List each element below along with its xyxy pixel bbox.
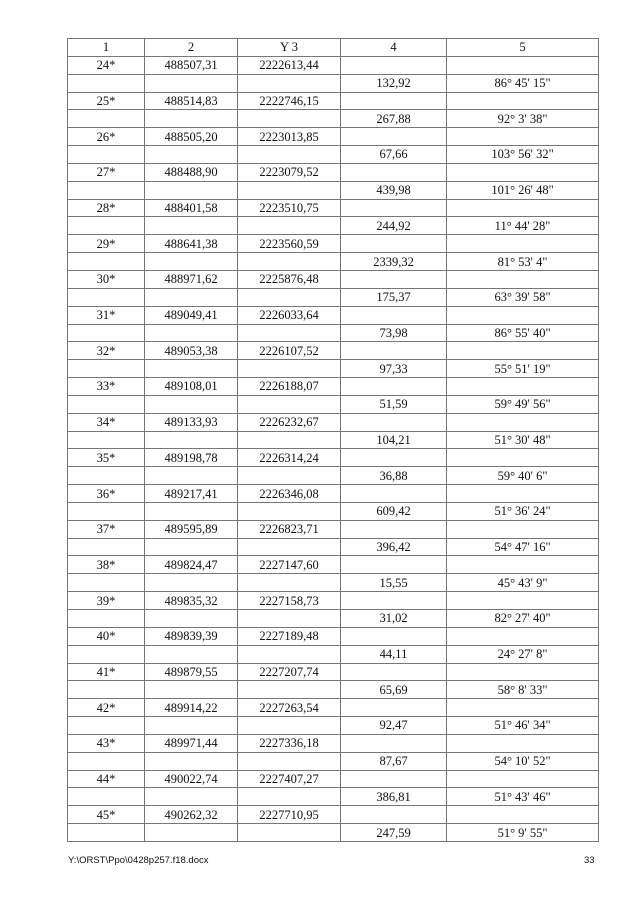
bearing-cell (447, 734, 599, 752)
y-coordinate-cell: 2226346,08 (238, 485, 341, 503)
x-coordinate-cell: 488507,31 (145, 56, 238, 74)
bearing-cell (447, 520, 599, 538)
table-row (68, 74, 599, 92)
point-id-cell (68, 324, 145, 342)
point-id-cell (68, 681, 145, 699)
point-id-cell (68, 502, 145, 520)
coordinates-table (67, 38, 599, 842)
x-coordinate-cell (145, 431, 238, 449)
point-id-cell: 32* (68, 342, 145, 360)
distance-cell (341, 306, 447, 324)
y-coordinate-cell (238, 217, 341, 235)
table-row (68, 413, 599, 431)
point-id-cell: 35* (68, 449, 145, 467)
table-row (68, 574, 599, 592)
table-row (68, 199, 599, 217)
point-id-cell: 29* (68, 235, 145, 253)
distance-cell: 36,88 (341, 467, 447, 485)
point-id-cell: 33* (68, 378, 145, 396)
distance-cell (341, 485, 447, 503)
y-coordinate-cell: 2223013,85 (238, 128, 341, 146)
distance-cell: 175,37 (341, 288, 447, 306)
bearing-cell: 58° 8' 33" (447, 681, 599, 699)
table-row (68, 217, 599, 235)
distance-cell (341, 378, 447, 396)
x-coordinate-cell: 490262,32 (145, 806, 238, 824)
bearing-cell: 51° 9' 55" (447, 824, 599, 842)
bearing-cell (447, 449, 599, 467)
header-col-2: 2 (145, 39, 238, 57)
distance-cell (341, 592, 447, 610)
distance-cell (341, 627, 447, 645)
x-coordinate-cell (145, 752, 238, 770)
table-row (68, 610, 599, 628)
distance-cell: 267,88 (341, 110, 447, 128)
bearing-cell (447, 92, 599, 110)
point-id-cell (68, 574, 145, 592)
table-row (68, 253, 599, 271)
bearing-cell (447, 342, 599, 360)
x-coordinate-cell (145, 110, 238, 128)
y-coordinate-cell (238, 717, 341, 735)
table-row (68, 288, 599, 306)
y-coordinate-cell: 2226314,24 (238, 449, 341, 467)
bearing-cell (447, 235, 599, 253)
table-row (68, 270, 599, 288)
bearing-cell: 63° 39' 58" (447, 288, 599, 306)
bearing-cell (447, 56, 599, 74)
y-coordinate-cell (238, 360, 341, 378)
y-coordinate-cell (238, 645, 341, 663)
point-id-cell (68, 360, 145, 378)
distance-cell: 609,42 (341, 502, 447, 520)
y-coordinate-cell (238, 538, 341, 556)
distance-cell (341, 663, 447, 681)
y-coordinate-cell: 2225876,48 (238, 270, 341, 288)
x-coordinate-cell: 488401,58 (145, 199, 238, 217)
bearing-cell (447, 699, 599, 717)
x-coordinate-cell (145, 360, 238, 378)
header-col-4: 4 (341, 39, 447, 57)
distance-cell (341, 413, 447, 431)
bearing-cell: 51° 36' 24" (447, 502, 599, 520)
x-coordinate-cell: 489053,38 (145, 342, 238, 360)
y-coordinate-cell: 2226188,07 (238, 378, 341, 396)
bearing-cell: 51° 30' 48" (447, 431, 599, 449)
point-id-cell: 42* (68, 699, 145, 717)
x-coordinate-cell: 488514,83 (145, 92, 238, 110)
bearing-cell: 11° 44' 28" (447, 217, 599, 235)
point-id-cell: 31* (68, 306, 145, 324)
point-id-cell: 27* (68, 163, 145, 181)
point-id-cell: 34* (68, 413, 145, 431)
y-coordinate-cell: 2227263,54 (238, 699, 341, 717)
bearing-cell (447, 199, 599, 217)
y-coordinate-cell (238, 681, 341, 699)
point-id-cell: 25* (68, 92, 145, 110)
distance-cell: 97,33 (341, 360, 447, 378)
bearing-cell: 55° 51' 19" (447, 360, 599, 378)
table-row (68, 128, 599, 146)
table-row (68, 146, 599, 164)
bearing-cell: 59° 49' 56" (447, 395, 599, 413)
point-id-cell: 38* (68, 556, 145, 574)
x-coordinate-cell (145, 74, 238, 92)
x-coordinate-cell (145, 824, 238, 842)
point-id-cell (68, 717, 145, 735)
bearing-cell: 82° 27' 40" (447, 610, 599, 628)
y-coordinate-cell (238, 431, 341, 449)
point-id-cell (68, 288, 145, 306)
point-id-cell: 36* (68, 485, 145, 503)
distance-cell (341, 734, 447, 752)
distance-cell: 31,02 (341, 610, 447, 628)
footer-file-path: Y:\ORST\Ppo\0428p257.f18.docx (68, 855, 209, 866)
y-coordinate-cell (238, 324, 341, 342)
point-id-cell (68, 181, 145, 199)
x-coordinate-cell (145, 217, 238, 235)
x-coordinate-cell (145, 717, 238, 735)
point-id-cell (68, 467, 145, 485)
distance-cell (341, 520, 447, 538)
bearing-cell (447, 770, 599, 788)
y-coordinate-cell: 2222613,44 (238, 56, 341, 74)
point-id-cell (68, 146, 145, 164)
distance-cell (341, 199, 447, 217)
y-coordinate-cell: 2227710,95 (238, 806, 341, 824)
table-row (68, 627, 599, 645)
table-row (68, 717, 599, 735)
distance-cell: 132,92 (341, 74, 447, 92)
x-coordinate-cell (145, 788, 238, 806)
distance-cell: 439,98 (341, 181, 447, 199)
x-coordinate-cell: 489914,22 (145, 699, 238, 717)
bearing-cell (447, 163, 599, 181)
point-id-cell (68, 395, 145, 413)
bearing-cell (447, 806, 599, 824)
table-row (68, 181, 599, 199)
distance-cell: 51,59 (341, 395, 447, 413)
x-coordinate-cell: 489839,39 (145, 627, 238, 645)
bearing-cell: 92° 3' 38" (447, 110, 599, 128)
bearing-cell: 81° 53' 4" (447, 253, 599, 271)
bearing-cell: 24° 27' 8" (447, 645, 599, 663)
table-row (68, 360, 599, 378)
x-coordinate-cell: 489049,41 (145, 306, 238, 324)
bearing-cell: 86° 55' 40" (447, 324, 599, 342)
x-coordinate-cell: 488488,90 (145, 163, 238, 181)
table-row (68, 110, 599, 128)
table-row (68, 324, 599, 342)
distance-cell (341, 163, 447, 181)
x-coordinate-cell (145, 538, 238, 556)
x-coordinate-cell (145, 610, 238, 628)
y-coordinate-cell: 2226823,71 (238, 520, 341, 538)
x-coordinate-cell (145, 181, 238, 199)
x-coordinate-cell (145, 467, 238, 485)
point-id-cell (68, 110, 145, 128)
table-row (68, 824, 599, 842)
x-coordinate-cell: 489971,44 (145, 734, 238, 752)
y-coordinate-cell: 2227336,18 (238, 734, 341, 752)
x-coordinate-cell (145, 395, 238, 413)
y-coordinate-cell (238, 467, 341, 485)
point-id-cell: 44* (68, 770, 145, 788)
y-coordinate-cell: 2226107,52 (238, 342, 341, 360)
y-coordinate-cell: 2223079,52 (238, 163, 341, 181)
table-row (68, 485, 599, 503)
x-coordinate-cell: 489595,89 (145, 520, 238, 538)
table-row (68, 56, 599, 74)
point-id-cell (68, 752, 145, 770)
y-coordinate-cell (238, 110, 341, 128)
distance-cell: 67,66 (341, 146, 447, 164)
y-coordinate-cell (238, 253, 341, 271)
y-coordinate-cell: 2226232,67 (238, 413, 341, 431)
table-row (68, 163, 599, 181)
bearing-cell (447, 556, 599, 574)
table-row (68, 806, 599, 824)
x-coordinate-cell: 489133,93 (145, 413, 238, 431)
y-coordinate-cell (238, 752, 341, 770)
x-coordinate-cell (145, 681, 238, 699)
table-row (68, 520, 599, 538)
bearing-cell: 51° 43' 46" (447, 788, 599, 806)
y-coordinate-cell: 2227147,60 (238, 556, 341, 574)
point-id-cell (68, 645, 145, 663)
bearing-cell (447, 270, 599, 288)
point-id-cell: 24* (68, 56, 145, 74)
bearing-cell: 86° 45' 15" (447, 74, 599, 92)
distance-cell: 15,55 (341, 574, 447, 592)
distance-cell: 73,98 (341, 324, 447, 342)
y-coordinate-cell: 2222746,15 (238, 92, 341, 110)
bearing-cell: 45° 43' 9" (447, 574, 599, 592)
x-coordinate-cell (145, 253, 238, 271)
x-coordinate-cell (145, 288, 238, 306)
point-id-cell (68, 538, 145, 556)
distance-cell: 2339,32 (341, 253, 447, 271)
y-coordinate-cell: 2223560,59 (238, 235, 341, 253)
bearing-cell (447, 413, 599, 431)
distance-cell (341, 449, 447, 467)
table-row (68, 92, 599, 110)
distance-cell (341, 92, 447, 110)
point-id-cell: 39* (68, 592, 145, 610)
y-coordinate-cell: 2223510,75 (238, 199, 341, 217)
bearing-cell (447, 485, 599, 503)
footer-page-number: 33 (584, 855, 595, 866)
table-row (68, 449, 599, 467)
x-coordinate-cell: 490022,74 (145, 770, 238, 788)
header-col-5: 5 (447, 39, 599, 57)
x-coordinate-cell: 489879,55 (145, 663, 238, 681)
y-coordinate-cell: 2227407,27 (238, 770, 341, 788)
distance-cell (341, 806, 447, 824)
table-row (68, 431, 599, 449)
point-id-cell (68, 431, 145, 449)
distance-cell (341, 56, 447, 74)
point-id-cell: 28* (68, 199, 145, 217)
table-row (68, 645, 599, 663)
distance-cell: 247,59 (341, 824, 447, 842)
y-coordinate-cell (238, 788, 341, 806)
y-coordinate-cell (238, 74, 341, 92)
x-coordinate-cell (145, 502, 238, 520)
table-row (68, 592, 599, 610)
point-id-cell (68, 610, 145, 628)
y-coordinate-cell: 2227207,74 (238, 663, 341, 681)
point-id-cell: 40* (68, 627, 145, 645)
point-id-cell (68, 824, 145, 842)
point-id-cell: 45* (68, 806, 145, 824)
distance-cell (341, 556, 447, 574)
table-row (68, 378, 599, 396)
x-coordinate-cell: 488971,62 (145, 270, 238, 288)
y-coordinate-cell: 2227189,48 (238, 627, 341, 645)
bearing-cell: 101° 26' 48" (447, 181, 599, 199)
table-row (68, 556, 599, 574)
distance-cell: 92,47 (341, 717, 447, 735)
table-row (68, 681, 599, 699)
y-coordinate-cell (238, 502, 341, 520)
table-row (68, 306, 599, 324)
table-body (68, 56, 599, 841)
x-coordinate-cell: 489198,78 (145, 449, 238, 467)
table-row (68, 235, 599, 253)
distance-cell (341, 270, 447, 288)
table-row (68, 788, 599, 806)
bearing-cell (447, 378, 599, 396)
x-coordinate-cell (145, 574, 238, 592)
y-coordinate-cell (238, 146, 341, 164)
bearing-cell (447, 128, 599, 146)
x-coordinate-cell: 488641,38 (145, 235, 238, 253)
table-row (68, 699, 599, 717)
x-coordinate-cell: 489217,41 (145, 485, 238, 503)
table-row (68, 770, 599, 788)
distance-cell: 396,42 (341, 538, 447, 556)
y-coordinate-cell (238, 824, 341, 842)
bearing-cell (447, 627, 599, 645)
y-coordinate-cell: 2226033,64 (238, 306, 341, 324)
x-coordinate-cell: 489108,01 (145, 378, 238, 396)
bearing-cell (447, 592, 599, 610)
table-row (68, 467, 599, 485)
table-row (68, 752, 599, 770)
bearing-cell: 54° 10' 52" (447, 752, 599, 770)
distance-cell (341, 342, 447, 360)
bearing-cell: 54° 47' 16" (447, 538, 599, 556)
table-row (68, 663, 599, 681)
distance-cell (341, 128, 447, 146)
y-coordinate-cell (238, 574, 341, 592)
x-coordinate-cell: 489824,47 (145, 556, 238, 574)
bearing-cell (447, 306, 599, 324)
bearing-cell: 51° 46' 34" (447, 717, 599, 735)
bearing-cell: 59° 40' 6" (447, 467, 599, 485)
x-coordinate-cell (145, 645, 238, 663)
point-id-cell: 43* (68, 734, 145, 752)
x-coordinate-cell: 489835,32 (145, 592, 238, 610)
y-coordinate-cell (238, 610, 341, 628)
table-row (68, 395, 599, 413)
table-row (68, 502, 599, 520)
point-id-cell (68, 217, 145, 235)
point-id-cell (68, 253, 145, 271)
point-id-cell (68, 788, 145, 806)
distance-cell (341, 235, 447, 253)
header-col-1: 1 (68, 39, 145, 57)
y-coordinate-cell: 2227158,73 (238, 592, 341, 610)
point-id-cell (68, 74, 145, 92)
table-row (68, 538, 599, 556)
table-row (68, 734, 599, 752)
bearing-cell: 103° 56' 32" (447, 146, 599, 164)
x-coordinate-cell (145, 324, 238, 342)
distance-cell: 87,67 (341, 752, 447, 770)
x-coordinate-cell: 488505,20 (145, 128, 238, 146)
point-id-cell: 41* (68, 663, 145, 681)
distance-cell: 44,11 (341, 645, 447, 663)
distance-cell: 244,92 (341, 217, 447, 235)
distance-cell (341, 770, 447, 788)
table-row (68, 342, 599, 360)
point-id-cell: 37* (68, 520, 145, 538)
distance-cell: 65,69 (341, 681, 447, 699)
distance-cell: 104,21 (341, 431, 447, 449)
header-col-3: Y 3 (238, 39, 341, 57)
x-coordinate-cell (145, 146, 238, 164)
y-coordinate-cell (238, 288, 341, 306)
y-coordinate-cell (238, 395, 341, 413)
bearing-cell (447, 663, 599, 681)
distance-cell (341, 699, 447, 717)
distance-cell: 386,81 (341, 788, 447, 806)
point-id-cell: 30* (68, 270, 145, 288)
table-header-row (68, 39, 599, 57)
y-coordinate-cell (238, 181, 341, 199)
point-id-cell: 26* (68, 128, 145, 146)
